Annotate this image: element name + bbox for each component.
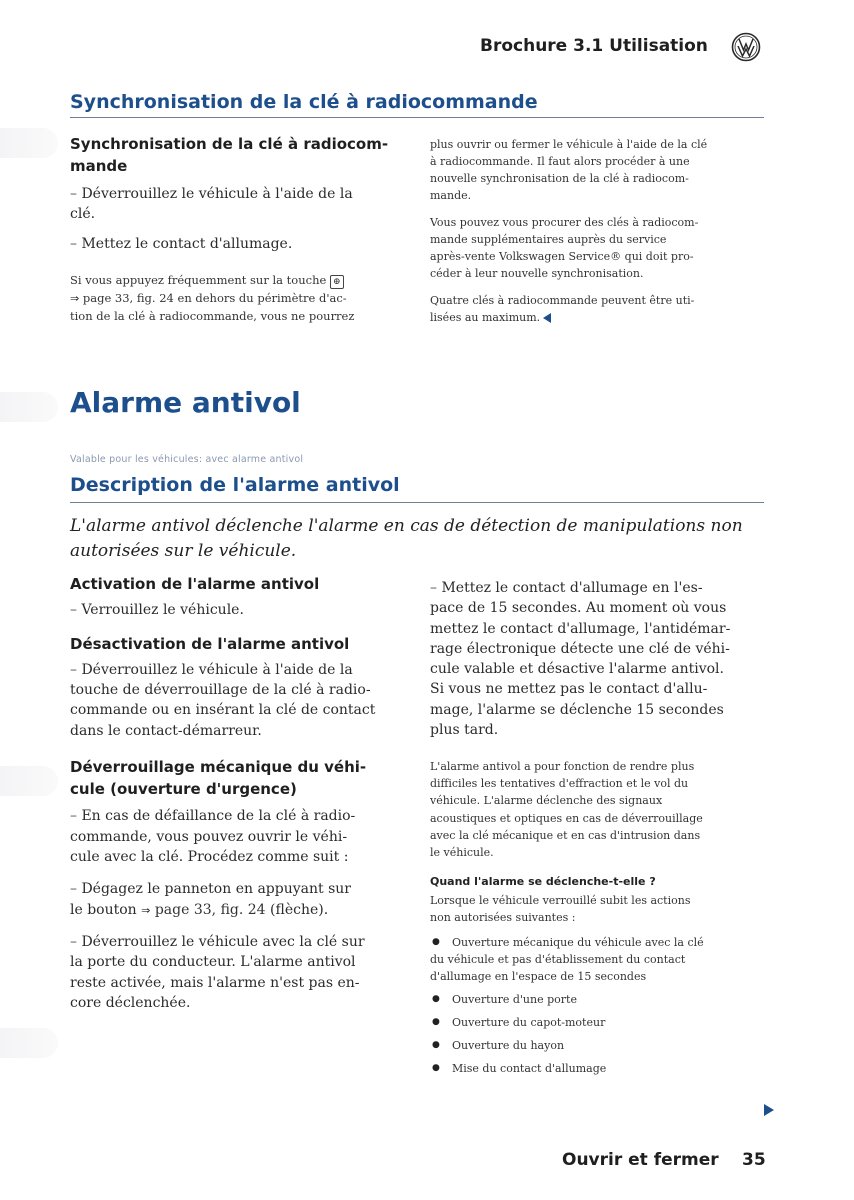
trigger-question-heading: Quand l'alarme se déclenche-t-elle ? — [430, 874, 656, 888]
sync-right-column — [430, 136, 766, 336]
section-title-alarm: Description de l'alarme antivol — [70, 474, 400, 496]
trigger-list — [430, 934, 770, 1077]
list-item: ● Ouverture du hayon — [430, 1037, 770, 1054]
text-line: lisées au maximum. — [430, 311, 541, 325]
figure-ref-link[interactable]: fig. 24 — [220, 901, 266, 918]
text-line: nouvelle synchronisation de la clé à radiocom- — [430, 172, 689, 186]
section-rule — [70, 117, 764, 118]
text-line: acoustiques et optiques en cas de déverrouillage — [430, 811, 703, 825]
deactivation-heading: Désactivation de l'alarme antivol — [70, 635, 350, 654]
text-line: difficiles les tentatives d'effraction et le vol du — [430, 777, 689, 791]
thumb-mark — [0, 1028, 58, 1058]
text-line: Déverrouillage mécanique du véhi- — [70, 757, 367, 776]
sync-step-1 — [70, 184, 400, 225]
figure-ref-link[interactable]: fig. 24 — [136, 291, 174, 306]
sync-heading — [70, 134, 400, 178]
sync-right-para-1 — [430, 136, 766, 204]
sync-right-para-2 — [430, 214, 766, 282]
text-line: rage électronique détecte une clé de véhi- — [430, 640, 730, 657]
text-line: ● Ouverture mécanique du véhicule avec la clé — [452, 935, 704, 949]
text-line: core déclenchée. — [70, 994, 191, 1011]
sync-para — [70, 272, 400, 325]
text-line: cule valable et désactive l'alarme antivol. — [430, 661, 724, 678]
sync-right-para-3 — [430, 292, 766, 326]
thumb-mark — [0, 766, 58, 796]
text-line: commande ou en insérant la clé de contact — [70, 702, 376, 719]
validity-note: Valable pour les véhicules: avec alarme antivol — [70, 454, 304, 465]
text-line: avec la clé mécanique et en cas d'intrusion dans — [430, 828, 701, 842]
mech-step-3 — [70, 932, 410, 1013]
deactivation-step — [70, 660, 410, 741]
text-line: à radiocommande. Il faut alors procéder à une — [430, 155, 690, 169]
text-line: véhicule. L'alarme déclenche des signaux — [430, 794, 663, 808]
text-line: le bouton — [70, 901, 137, 918]
activation-heading: Activation de l'alarme antivol — [70, 575, 320, 593]
header-title: Brochure 3.1 Utilisation — [480, 36, 708, 56]
text-line: cule avec la clé. Procédez comme suit : — [70, 849, 349, 866]
text-line: en dehors du périmètre d'ac- — [177, 291, 347, 306]
text-line: d'allumage en l'espace de 15 secondes — [430, 969, 647, 983]
text-line: Déverrouillez le véhicule avec la clé sur — [81, 933, 365, 950]
text-line: L'alarme antivol a pour fonction de rendre plus — [430, 760, 695, 774]
page-number: 35 — [742, 1150, 766, 1170]
text-line: mettez le contact d'allumage, l'antidémar- — [430, 620, 731, 637]
alarm-right-column — [430, 578, 770, 1077]
text-line: Si vous ne mettez pas le contact d'allu- — [430, 681, 708, 698]
mech-step-2 — [70, 879, 410, 920]
text-line: du véhicule et pas d'établissement du contact — [430, 952, 686, 966]
text-line: Quatre clés à radiocommande peuvent être uti- — [430, 294, 695, 308]
list-item — [430, 934, 770, 951]
activation-step — [70, 600, 410, 620]
list-item: ● Mise du contact d'allumage — [430, 1060, 770, 1077]
mechanical-unlock-heading — [70, 757, 410, 801]
text-line: mande supplémentaires auprès du service — [430, 233, 667, 247]
text-line: Déverrouillez le véhicule à l'aide de la — [81, 185, 353, 202]
text-line: Si vous appuyez fréquemment sur la touche — [70, 273, 327, 288]
text-line: reste activée, mais l'alarme n'est pas en- — [70, 974, 360, 991]
text-line: Mettez le contact d'allumage. — [81, 236, 293, 253]
text-line: pace de 15 secondes. Au moment où vous — [430, 600, 727, 617]
text-line: mande. — [430, 189, 472, 203]
page-ref-link[interactable]: page 33, — [154, 901, 217, 918]
section-rule — [70, 502, 764, 503]
text-line: Lorsque le véhicule verrouillé subit les actions — [430, 893, 691, 907]
key-button-icon: ⊕ — [330, 275, 344, 289]
text-line: (flèche). — [270, 901, 329, 918]
text-line: En cas de défaillance de la clé à radio- — [81, 808, 356, 825]
text-line: touche de déverrouillage de la clé à radio- — [70, 682, 371, 699]
section-title-sync: Synchronisation de la clé à radiocommande — [70, 91, 538, 113]
ignition-step — [430, 578, 770, 740]
text-line: tion de la clé à radiocommande, vous ne pourrez — [70, 309, 355, 324]
text-line: plus ouvrir ou fermer le véhicule à l'aide de la clé — [430, 138, 708, 151]
list-item: ● Ouverture du capot-moteur — [430, 1014, 770, 1031]
text-line: non autorisées suivantes : — [430, 910, 576, 924]
text-line: commande, vous pouvez ouvrir le véhi- — [70, 828, 348, 845]
text-line: Verrouillez le véhicule. — [81, 601, 244, 618]
thumb-mark — [0, 392, 58, 422]
text-line: L'alarme antivol déclenche l'alarme en cas de détection de manipulations non — [70, 516, 743, 536]
arrow-ref-icon: ⇒ — [70, 292, 80, 306]
vw-logo-icon — [731, 32, 761, 62]
sync-heading-line: mande — [70, 156, 128, 175]
text-line: après-vente Volkswagen Service® qui doit pro- — [430, 250, 694, 264]
chapter-title: Alarme antivol — [70, 386, 301, 419]
text-line: le véhicule. — [430, 845, 494, 859]
text-line: mage, l'alarme se déclenche 15 secondes — [430, 701, 724, 718]
page-ref-link[interactable]: page 33, — [82, 291, 134, 306]
text-line: plus tard. — [430, 722, 499, 739]
arrow-ref-icon: ⇒ — [141, 903, 151, 917]
continue-arrow-icon — [764, 1104, 774, 1116]
alarm-intro — [70, 514, 770, 563]
sync-step-2 — [70, 234, 400, 254]
footer-chapter: Ouvrir et fermer — [562, 1150, 719, 1170]
sync-left-column — [70, 134, 400, 326]
mech-step-1 — [70, 806, 410, 867]
text-line: céder à leur nouvelle synchronisation. — [430, 267, 644, 281]
text-line: la porte du conducteur. L'alarme antivol — [70, 954, 356, 971]
text-line: dans le contact-démarreur. — [70, 722, 262, 739]
text-line: Mettez le contact d'allumage en l'es- — [441, 580, 703, 596]
thumb-mark — [0, 128, 58, 158]
text-line: Dégagez le panneton en appuyant sur — [81, 881, 351, 898]
text-line: cule (ouverture d'urgence) — [70, 779, 297, 798]
text-line: clé. — [70, 205, 96, 222]
list-item: ● Ouverture d'une porte — [430, 991, 770, 1008]
text-line: autorisées sur le véhicule. — [70, 540, 297, 561]
sync-heading-line: Synchronisation de la clé à radiocom- — [70, 135, 389, 153]
alarm-function-para — [430, 758, 770, 860]
section-end-icon — [543, 313, 551, 323]
text-line: Vous pouvez vous procurer des clés à radiocom- — [430, 216, 699, 230]
text-line: Déverrouillez le véhicule à l'aide de la — [81, 661, 353, 678]
trigger-intro — [430, 892, 770, 926]
alarm-left-column — [70, 574, 410, 1013]
